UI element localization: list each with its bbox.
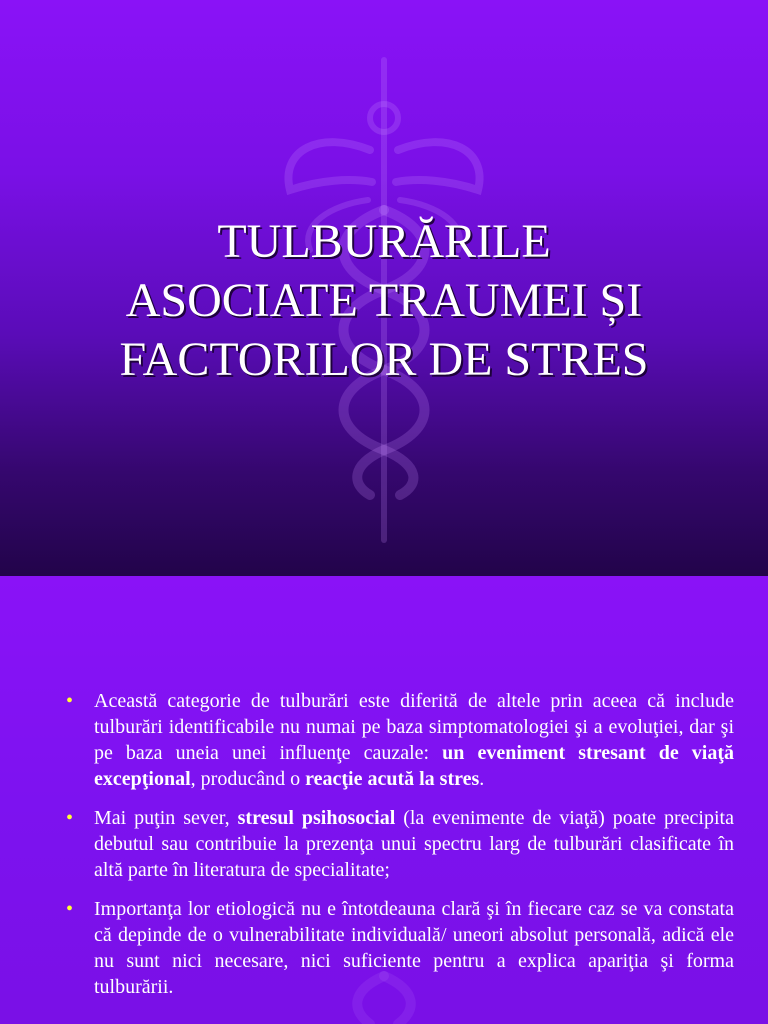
bullet-item (60, 688, 734, 792)
bullet-text-3a: Importanţa lor etiologică nu e întotdeauna clară şi în fiecare caz se va constata că depinde de o vulnerabilitate individuală/ uneori absolut personală, adică ele nu sunt nici necesare, nici suficiente pentru a explica apariţia şi forma tulburării. (94, 898, 734, 998)
slide-title (40, 212, 728, 389)
bullet-text-1a: Această categorie de tulburări este diferită de altele prin aceea că include tulburări identificabile nu numai pe baza simptomatologiei şi a evoluţiei, dar şi pe baza uneia unei influenţe cauzale: (94, 690, 734, 764)
bullet-dot: • (66, 690, 74, 712)
bullet-text-2c: (la evenimente de viaţă) poate precipita debutul sau contribuie la prezenţa unui spectru larg de tulburări clasificate în altă parte în literatura de specialitate; (94, 807, 734, 881)
bullet-text-1e: . (479, 768, 485, 790)
bullet-item (60, 805, 734, 883)
bullet-text-1d: reacţie acută la stres (305, 768, 480, 790)
title-line-1: TULBURĂRILE (217, 215, 551, 268)
title-line-3: FACTORILOR DE STRES (119, 333, 649, 386)
title-line-2: ASOCIATE TRAUMEI ȘI (125, 274, 643, 327)
bullet-list (60, 688, 734, 1013)
bullet-item (60, 896, 734, 1000)
bullet-dot: • (66, 807, 74, 829)
bullet-text-2b: stresul psihosocial (237, 807, 396, 829)
bullet-dot: • (66, 898, 74, 920)
bullet-text-2a: Mai puţin sever, (94, 807, 238, 829)
content-slide (0, 576, 768, 1024)
bullet-text-1c: , producând o (190, 768, 306, 790)
bullet-text-1b: un eveniment stresant de viaţă excepţional (94, 742, 734, 790)
